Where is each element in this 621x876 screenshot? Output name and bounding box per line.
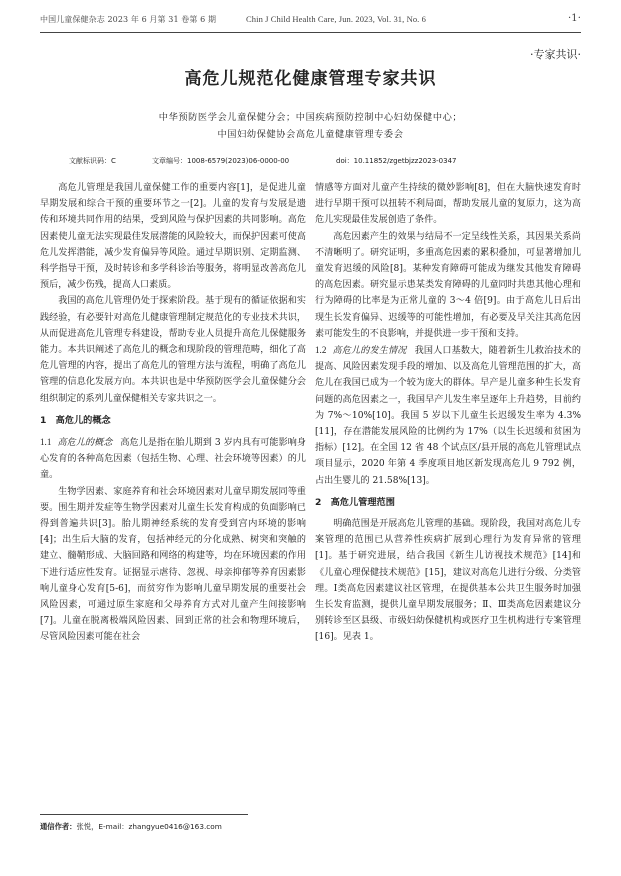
- paragraph: 明确范围是开展高危儿管理的基础。现阶段，我国对高危儿专案管理的范围已从营养性疾病扩展到心理行为发育异常的管理[1]。基于研究进展，结合我国《新生儿访视技术规范》[14]和《儿童心理保健技术规范》[15]，建议对高危儿进行分级、分类管理。Ⅰ类高危因素建议社区管理，在提供基本公共卫生服务时加强生长发育监测，提供儿童早期发展服务；Ⅱ、Ⅲ类高危因素建议分别转诊至区县级、市级妇幼保健机构或医疗卫生机构进行专案管理[16]。见表 1。: [315, 519, 581, 643]
- journal-name-en: Chin J Child Health Care, Jun. 2023, Vol. 31, No. 6: [246, 14, 426, 24]
- journal-name-cn: 中国儿童保健杂志 2023 年 6 月第 31 卷第 6 期: [40, 15, 217, 24]
- corresponding-author: [40, 822, 222, 832]
- footnote-rule: [40, 814, 248, 815]
- paragraph: 高危因素产生的效果与结局不一定呈线性关系，其因果关系尚不清晰明了。研究证明，多重高危因素的累积叠加，可显著增加儿童发育迟缓的风险[8]。某种发育障碍可能成为继发其他发育障碍的高危因素。研究显示患某类发育障碍的儿童同时共患其他心理和行为障碍的比率是为正常儿童的 3～4 倍[9]。由于高危儿日后出现生长发育偏异、迟缓等的可能性增加，有必要及早关注其高危因素可能发生的不良影响，并提供进一步干预和支持。: [315, 231, 581, 339]
- footnote-label: 通信作者：: [40, 822, 77, 831]
- page-number: ·1·: [567, 13, 581, 24]
- section-heading: 1 高危儿的概念: [40, 414, 111, 426]
- paragraph: 生物学因素、家庭养育和社会环境因素对儿童早期发展同等重要。围生期并发症等生物学因素对儿童生长发育构成的负面影响已得到普遍共识[3]。胎儿期神经系统的发育受到宫内环境的影响[4]；出生后大脑的发育，包括神经元的分化成熟、树突和突触的建立、髓鞘形成、大脑回路和网络的构建等，均在环境因素的作用下进行适应性发育。证据显示虐待、忽视、母亲抑郁等养育因素影响儿童身心发育[5-6]，而贫穷作为影响儿童早期发展的重要社会风险因素，可通过原生家庭和父母养育方式对儿童产生间接影响[7]。儿童在脱离极端风险因素、回到正常的社会和物理环境后，尽管风险因素可能在社会: [40, 486, 306, 643]
- author-line-2: 中国妇幼保健协会高危儿童健康管理专委会: [217, 129, 404, 140]
- footnote-text[interactable]: 张悦，E-mail：zhangyue0416@163.com: [76, 822, 222, 831]
- running-header: [40, 14, 581, 28]
- paragraph: 情感等方面对儿童产生持续的微妙影响[8]，但在大脑快速发育时进行早期干预可以扭转不利局面，帮助发展儿童的复原力，这为高危儿实现最佳发展创造了条件。: [315, 183, 581, 226]
- document-code: 文献标识码：C: [69, 157, 116, 165]
- subsection-text: 高危儿是指在胎儿期到 3 岁内具有可能影响身心发育的各种高危因素（包括生物、心理、社会环境等因素）的儿童。: [40, 438, 306, 481]
- right-column: [315, 180, 581, 646]
- subsection-paragraph: [315, 342, 581, 489]
- article-number: 文章编号：1008-6579(2023)06-0000-00: [152, 157, 290, 165]
- article-meta: [69, 156, 569, 168]
- section-heading: 2 高危儿管理范围: [315, 496, 395, 508]
- article-title: 高危儿规范化健康管理专家共识: [184, 69, 437, 89]
- subsection-text: 我国人口基数大，随着新生儿救治技术的提高、风险因素发现手段的增加、以及高危儿管理范围的扩大，高危儿在我国已成为一个较为庞大的群体。早产是儿童多种生长发育问题的高危因素之一，我国早产儿发生率呈逐年上升趋势，目前约为 7%～10%[10]。我国 5 岁以下儿童生长迟缓发生率为 4.3%[11]，存在潜能发展风险的比例约为 17%（以生长迟缓和贫困为指标）[12]。在全国 12 省 48 个试点区/县开展的高危儿管理试点项目显示，2020 年第 4 季度项目地区新发现高危儿 9 792 例，占出生婴儿的 21.58%[13]。: [315, 346, 581, 486]
- subsection-heading: 高危儿的概念: [57, 438, 113, 449]
- subsection-number: 1.1: [40, 437, 52, 448]
- author-line-1: 中华预防医学会儿童保健分会；中国疾病预防控制中心妇幼保健中心；: [158, 112, 463, 123]
- left-column: [40, 180, 306, 646]
- header-rule: [40, 32, 581, 33]
- subsection-paragraph: [40, 434, 306, 484]
- section-tag: ·专家共识·: [530, 48, 581, 61]
- paragraph: 我国的高危儿管理仍处于探索阶段。基于现有的循证依据和实践经验，有必要针对高危儿健康管理制定规范化的专业技术共识，从而促进高危儿管理专科建设，帮助专业人员提升高危儿保健服务能力。本共识阐述了高危儿的概念和现阶段的管理范畴，细化了高危儿管理的内容，提出了高危儿的管理方法与流程，明确了高危儿管理的信息化发展方向。本共识也是中华预防医学会儿童保健分会组织制定的系列儿童保健相关专家共识之一。: [40, 296, 306, 404]
- doi: doi：10.11852/zgetbjzz2023-0347: [336, 157, 457, 165]
- paragraph: 高危儿管理是我国儿童保健工作的重要内容[1]，是促进儿童早期发展和综合干预的重要环节之一[2]。儿童的发育与发展是遗传和环境共同作用的结果，受到风险与保护因素的共同影响。高危因素使儿童无法实现最佳发展潜能的风险较大，而保护因素可使高危儿发挥潜能，减少发育偏异等风险。通过早期识别、定期监测、科学指导干预，及时转诊和多学科诊治等服务，将明显改善高危儿预后，减少伤残，提高人口素质。: [40, 183, 306, 291]
- subsection-number: 1.2: [315, 345, 327, 356]
- subsection-heading: 高危儿的发生情况: [332, 346, 407, 357]
